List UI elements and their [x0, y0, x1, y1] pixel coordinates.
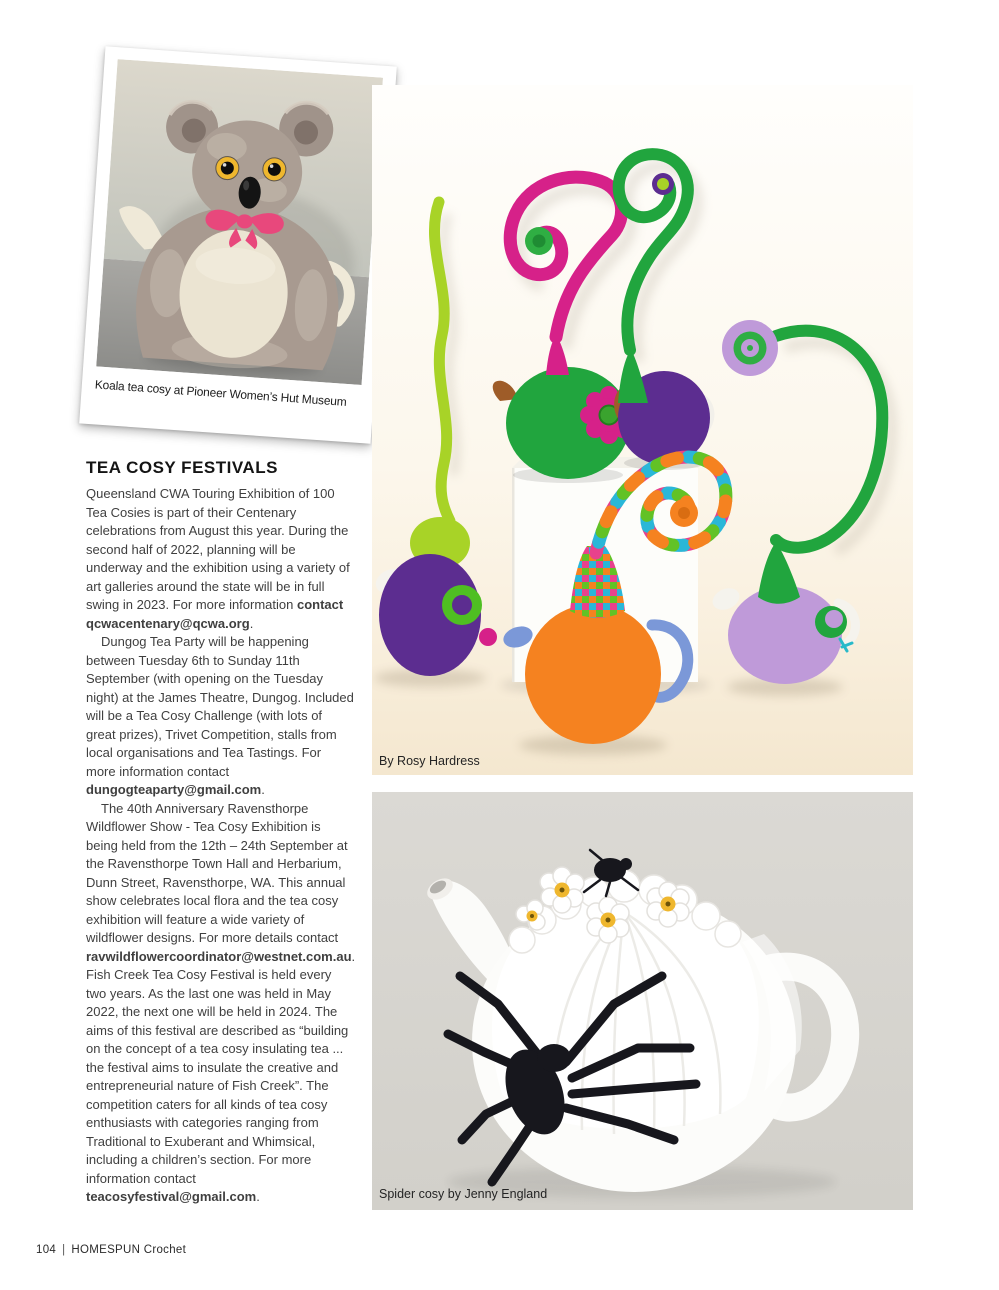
- page-footer: [36, 1244, 186, 1256]
- article-paragraph: [86, 966, 354, 1207]
- tea-cosies-credit: By Rosy Hardress: [379, 754, 480, 768]
- footer-divider: |: [62, 1244, 66, 1256]
- paragraph-text: .: [261, 782, 265, 797]
- spider-cosy-photo: [372, 792, 913, 1210]
- paragraph-text: The 40th Anniversary Ravensthorpe Wildflower Show - Tea Cosy Exhibition is being held from the 12th – 24th September at the Ravensthorpe Town Hall and Herbarium, Dunn Street, Ravensthorpe, WA. This annual show celebrates local flora and the tea cosy exhibition will feature a wide variety of wildflower designs. For more details contact: [86, 800, 348, 945]
- email-fishcreek: teacosyfestival@gmail.com: [86, 1189, 257, 1204]
- article-paragraph: [86, 800, 354, 967]
- article-tea-cosy-festivals: [86, 458, 354, 1207]
- paragraph-text: Dungog Tea Party will be happening between Tuesday 6th to Sunday 11th September (with opening on the Tuesday night) at the James Theatre, Dungog. Included will be a Tea Cosy Challenge (with lots of great prizes), Trivet Competition, stalls from local organisations and Tea Tastings. For more information contact: [86, 634, 354, 779]
- article-paragraph: [86, 633, 354, 800]
- paragraph-text: Fish Creek Tea Cosy Festival is held every two years. As the last one was held in May 2022, the next one will be held in 2024. The aims of this festival are described as “building on the concept of a tea cosy insulating tea ... the festival aims to insulate the creative and entrepreneurial nature of Fish Creek”. The competition caters for all kinds of tea cosy enthusiasts with categories ranging from Traditional to Exuberant and Whimsical, including a children’s section. For more information contact: [86, 967, 349, 1186]
- paragraph-text: .: [256, 1189, 260, 1204]
- spider-cosy-caption: Spider cosy by Jenny England: [379, 1187, 548, 1201]
- email-qcwa: contact qcwacentenary@qcwa.org: [86, 597, 344, 631]
- paragraph-text: Queensland CWA Touring Exhibition of 100 Tea Cosies is part of their Centenary celebrations from August this year. During the second half of 2022, planning will be underway and the exhibition using a variety of art galleries around the state will be in full swing in 2023. For more information: [86, 486, 350, 612]
- article-paragraph: [86, 485, 354, 633]
- email-dungog: dungogteaparty@gmail.com: [86, 782, 262, 797]
- koala-caption: Koala tea cosy at Pioneer Women’s Hut Museum: [94, 377, 348, 409]
- koala-tea-cosy-photo: [96, 59, 383, 385]
- magazine-title: HOMESPUN Crochet: [71, 1244, 187, 1256]
- paragraph-text: .: [249, 615, 254, 631]
- paragraph-text: .: [351, 948, 356, 964]
- spider-cosy-photo-illustration: [372, 792, 913, 1210]
- email-ravensthorpe: ravwildflowercoordinator@westnet.com.au: [86, 948, 352, 964]
- article-heading: TEA COSY FESTIVALS: [86, 458, 278, 477]
- tea-cosies-photo-illustration: [372, 85, 913, 775]
- page-number: 104: [36, 1244, 57, 1256]
- tea-cosies-photo: [372, 85, 913, 775]
- koala-polaroid: [79, 46, 397, 443]
